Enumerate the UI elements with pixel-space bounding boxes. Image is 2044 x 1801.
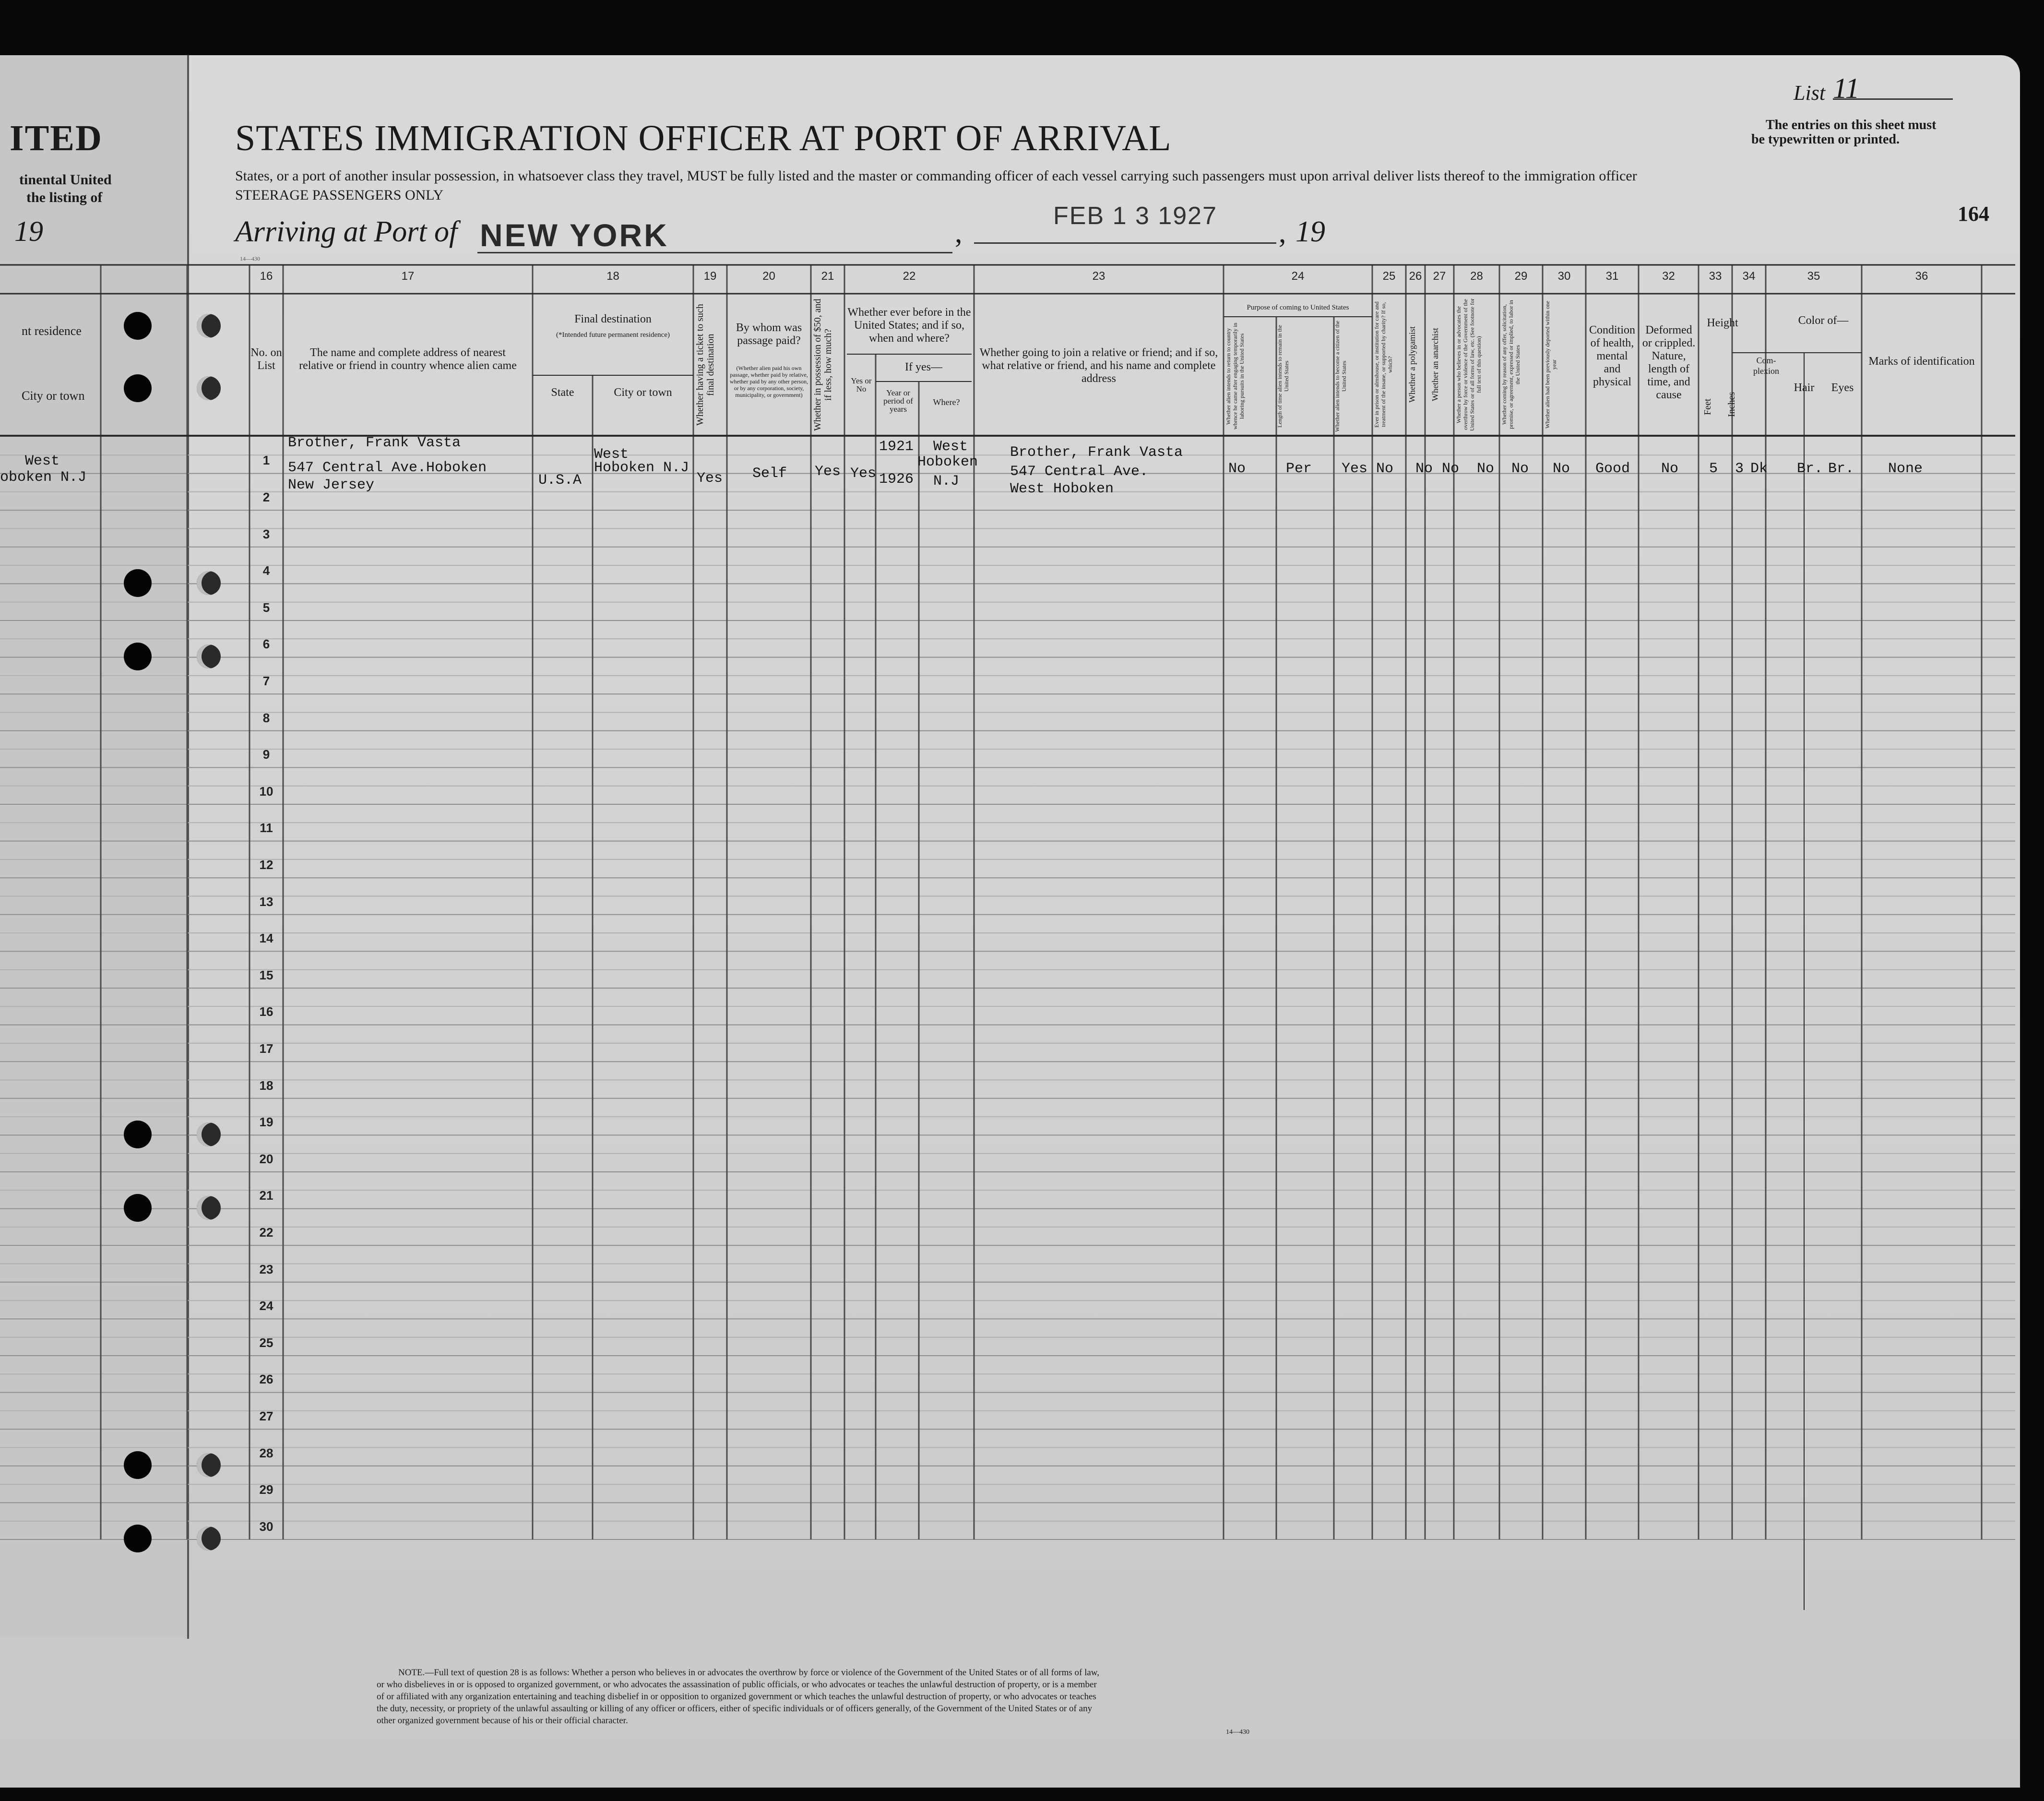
- entry-prison: No: [1376, 461, 1394, 477]
- row-number: 24: [259, 1299, 273, 1313]
- header-state: State: [551, 386, 574, 399]
- header-passage-paid: By whom was passage paid?: [736, 322, 802, 347]
- comma-1: ,: [955, 216, 963, 249]
- entry-eyes: Br.: [1828, 461, 1854, 477]
- form-title: STATES IMMIGRATION OFFICER AT PORT OF ARRIVAL: [235, 118, 1172, 158]
- entry-join-line-3: West Hoboken: [1010, 481, 1114, 497]
- row-number: 17: [259, 1041, 273, 1056]
- header-ticket: Whether having a ticket to such final destination: [695, 304, 716, 426]
- form-number-top: 14—430: [240, 255, 260, 262]
- stub-line-1: tinental United: [19, 172, 112, 188]
- row-number: 12: [259, 858, 273, 872]
- row-number: 22: [259, 1225, 273, 1240]
- steerage-label: STEERAGE PASSENGERS ONLY: [235, 187, 444, 203]
- header-final-destination: Final destination: [574, 313, 652, 325]
- footnote-form-number: 14—430: [1226, 1729, 1249, 1736]
- row-number: 26: [259, 1372, 273, 1387]
- colnum-23: 23: [1092, 270, 1105, 283]
- date-underline: [974, 242, 1276, 244]
- punch-hole-ring: [197, 1453, 221, 1477]
- header-purpose-length: Length of time alien intends to remain in the United States: [1276, 325, 1290, 428]
- entry-where-3: N.J: [933, 473, 960, 489]
- entry-years-1: 1921: [879, 439, 914, 455]
- punch-hole: [124, 643, 152, 670]
- colnum-32: 32: [1662, 270, 1675, 283]
- colnum-28: 28: [1470, 270, 1483, 283]
- colnum-31: 31: [1605, 270, 1619, 283]
- header-prison: Ever in prison or almshouse, or institution for care and treatment of the insane, or supported by charity? If so, which?: [1373, 301, 1393, 428]
- row-number: 11: [260, 821, 273, 835]
- colnum-19: 19: [703, 270, 717, 283]
- entry-where-1: West: [933, 439, 968, 455]
- entry-join-line-2: 547 Central Ave.: [1010, 464, 1149, 480]
- port-underline: [477, 252, 952, 253]
- colnum-34: 34: [1742, 270, 1756, 283]
- entry-has-50: Yes: [815, 464, 841, 480]
- header-deformed: Deformed or crippled. Nature, length of time, and cause: [1642, 324, 1696, 401]
- entry-join-line-1: Brother, Frank Vasta: [1010, 444, 1183, 461]
- punch-hole-ring: [197, 376, 221, 400]
- row-number: 13: [259, 894, 273, 909]
- header-going-to-join: Whether going to join a relative or friend; and if so, what relative or friend, and his name and complete address: [979, 346, 1218, 385]
- header-complexion: Com-plexion: [1753, 356, 1779, 376]
- row-number: 2: [262, 490, 270, 505]
- colnum-17: 17: [401, 270, 415, 283]
- punch-hole: [124, 312, 152, 340]
- stub-entry-line-1: West: [25, 453, 60, 469]
- colnum-33: 33: [1709, 270, 1722, 283]
- punch-hole: [124, 1121, 152, 1148]
- punch-hole: [124, 1451, 152, 1479]
- entry-feet: 5: [1709, 461, 1718, 477]
- punch-hole: [124, 1525, 152, 1552]
- punch-hole-ring: [197, 314, 221, 338]
- port-name: NEW YORK: [480, 217, 669, 253]
- footnote-line-4: the duty, necessity, or propriety of the unlawful assaulting or killing of any officer or officers, either of specific individuals or of officers generally, of the Government of the United States or of any: [377, 1704, 1093, 1714]
- entry-labor-offer: No: [1511, 461, 1529, 477]
- entry-city-line-1: West: [594, 446, 629, 463]
- entries-note-1: The entries on this sheet must: [1766, 118, 1937, 132]
- instruction-text: States, or a port of another insular possession, in whatsoever class they travel, MUST be fully listed and the master or commanding officer of each vessel carrying such passengers must upon arrival deliver lists thereof to the immigration officer: [235, 168, 1637, 184]
- footnote-line-5: other organized government because of his or their official character.: [377, 1716, 628, 1726]
- punch-hole-ring: [197, 1122, 221, 1146]
- row-number: 8: [262, 710, 270, 725]
- row-number: 16: [259, 1004, 273, 1019]
- header-ever-before-us: Whether ever before in the United States; and if so, when and where?: [847, 306, 971, 345]
- row-number: 5: [262, 600, 270, 615]
- colnum-35: 35: [1807, 270, 1820, 283]
- stub-residence-label: nt residence: [22, 324, 82, 338]
- stub-line-2: the listing of: [26, 190, 103, 205]
- entry-health: Good: [1595, 461, 1630, 477]
- stub-year: 19: [14, 215, 43, 247]
- entry-marks: None: [1888, 461, 1923, 477]
- colnum-25: 25: [1382, 270, 1396, 283]
- colnum-24: 24: [1291, 270, 1305, 283]
- header-feet: Feet: [1702, 398, 1713, 415]
- entry-overthrow: No: [1477, 461, 1495, 477]
- header-city-or-town: City or town: [614, 386, 672, 399]
- entry-paid-by: Self: [752, 465, 787, 482]
- colnum-21: 21: [821, 270, 834, 283]
- entry-length-stay: Per: [1286, 461, 1312, 477]
- entry-citizen: Yes: [1342, 461, 1368, 477]
- header-color-of: Color of—: [1798, 314, 1849, 327]
- page-number: 164: [1958, 202, 1989, 226]
- row-number: 9: [262, 747, 270, 762]
- stub-entry-line-2: oboken N.J: [0, 469, 87, 486]
- punch-hole-ring: [197, 1196, 221, 1220]
- arriving-label: Arriving at Port of: [235, 215, 458, 248]
- row-number: 3: [262, 526, 270, 541]
- header-hair: Hair: [1794, 382, 1815, 394]
- row-number: 6: [262, 637, 270, 652]
- title-fragment-left: ITED: [10, 118, 103, 158]
- punch-hole-ring: [197, 571, 221, 595]
- footnote-line-3: of or affiliated with any organization entertaining and teaching disbelief in or opposition to organized government or which teaches the unlawful destruction of property, or who advocates or teaches: [377, 1692, 1096, 1702]
- footnote-line-2: or who disbelieves in or is opposed to organized government, or who advocates the assassination of public officials, or who advocates or teaches the unlawful destruction of property, or is a member: [377, 1680, 1097, 1690]
- row-number: 25: [259, 1335, 273, 1350]
- entry-ticket: Yes: [697, 470, 723, 487]
- header-marks: Marks of identification: [1868, 355, 1975, 368]
- colnum-30: 30: [1557, 270, 1571, 283]
- entry-relative-line-1: Brother, Frank Vasta: [288, 435, 461, 451]
- header-nearest-relative: The name and complete address of nearest relative or friend in country whence alien came: [299, 346, 517, 372]
- punch-hole: [124, 569, 152, 597]
- list-number: 11: [1833, 72, 1860, 104]
- row-number: 15: [259, 967, 273, 982]
- footnote-line-1: NOTE.—Full text of question 28 is as follows: Whether a person who believes in or advocates the overthrow by force or violence of the Government of the United States or of all forms of law,: [398, 1668, 1100, 1678]
- colnum-26: 26: [1409, 270, 1422, 283]
- header-no-on-list: No. on List: [250, 346, 282, 372]
- row-number: 7: [262, 674, 270, 689]
- header-purpose: Purpose of coming to United States: [1247, 304, 1349, 311]
- entry-where-2: Hoboken: [917, 454, 978, 470]
- colnum-22: 22: [903, 270, 916, 283]
- entry-city-line-2: Hoboken N.J: [594, 460, 689, 476]
- entry-inches: 3: [1735, 461, 1744, 477]
- header-possession-50: Whether in possession of $50, and if less, how much?: [812, 298, 833, 431]
- header-overthrow: Whether a person who believes in or advocates the overthrow by force or violence of the Government of the United States or of all forms of law, etc. (See footnote for full text of this question): [1455, 298, 1482, 431]
- header-inches: Inches: [1726, 392, 1737, 417]
- date-stamp: FEB 1 3 1927: [1053, 202, 1217, 230]
- header-deported: Whether alien had been previously deported within one year: [1544, 300, 1557, 429]
- colnum-16: 16: [260, 270, 273, 283]
- entry-relative-line-3: New Jersey: [288, 477, 375, 493]
- entry-relative-line-2: 547 Central Ave.Hoboken: [288, 460, 487, 476]
- header-anarchist: Whether an anarchist: [1430, 328, 1440, 402]
- entries-note-2: be typewritten or printed.: [1751, 132, 1900, 147]
- colnum-29: 29: [1514, 270, 1528, 283]
- header-height: Height: [1707, 317, 1738, 329]
- header-polygamist: Whether a polygamist: [1407, 326, 1417, 403]
- row-number: 27: [259, 1409, 273, 1424]
- stub-city-label: City or town: [22, 389, 85, 403]
- header-final-destination-sub: (*Intended future permanent residence): [556, 331, 670, 339]
- row-number: 20: [259, 1151, 273, 1166]
- entry-polygamist: No: [1415, 461, 1433, 477]
- row-number: 10: [259, 784, 273, 799]
- entry-deformed: No: [1661, 461, 1679, 477]
- colnum-36: 36: [1915, 270, 1928, 283]
- row-number: 23: [259, 1262, 273, 1276]
- punch-hole-ring: [197, 644, 221, 668]
- row-number: 28: [259, 1445, 273, 1460]
- entry-deported: No: [1553, 461, 1570, 477]
- row-number: 19: [259, 1115, 273, 1130]
- header-if-yes: If yes—: [905, 361, 942, 373]
- header-purpose-citizen: Whether alien intends to become a citizen of the United States: [1334, 321, 1347, 432]
- row-number: 18: [259, 1078, 273, 1093]
- row-number: 14: [259, 931, 273, 946]
- header-period-years: Year or period of years: [883, 388, 913, 414]
- entry-hair: Br.: [1797, 461, 1823, 477]
- header-eyes: Eyes: [1831, 382, 1854, 394]
- entry-complexion: Dk: [1750, 461, 1768, 477]
- row-number: 4: [262, 563, 270, 578]
- header-purpose-return: Whether alien intends to return to country whence he came after engaging temporarily in laboring pursuits in the United States: [1225, 322, 1245, 430]
- year-prefix: 19: [1295, 215, 1325, 248]
- entry-anarchist: No: [1442, 461, 1460, 477]
- row-number: 1: [262, 453, 270, 468]
- row-number: 30: [259, 1519, 273, 1534]
- header-health: Condition of health, mental and physical: [1589, 324, 1635, 388]
- row-number: 21: [259, 1188, 273, 1203]
- header-yes-or-no: Yes or No: [851, 376, 872, 394]
- row-number: 29: [259, 1482, 273, 1497]
- header-where: Where?: [933, 397, 960, 407]
- colnum-20: 20: [762, 270, 775, 283]
- header-labor-offer: Whether coming by reason of any offer, solicitation, promise, or agreement, expressed or implied, to labor in the United States: [1501, 300, 1521, 429]
- comma-2: ,: [1279, 216, 1286, 249]
- entry-years-2: 1926: [879, 471, 914, 488]
- entry-state: U.S.A: [538, 472, 582, 489]
- header-passage-paid-sub: (Whether alien paid his own passage, whether paid by relative, whether paid by any other person, or by any corporation, society, municipality, or government): [729, 365, 808, 398]
- entry-return-intent: No: [1228, 461, 1246, 477]
- entry-before-us: Yes: [850, 465, 877, 482]
- list-underline: [1833, 98, 1953, 100]
- colnum-18: 18: [606, 270, 619, 283]
- punch-hole: [124, 374, 152, 402]
- list-label: List: [1794, 81, 1826, 105]
- colnum-27: 27: [1433, 270, 1446, 283]
- punch-hole: [124, 1194, 152, 1222]
